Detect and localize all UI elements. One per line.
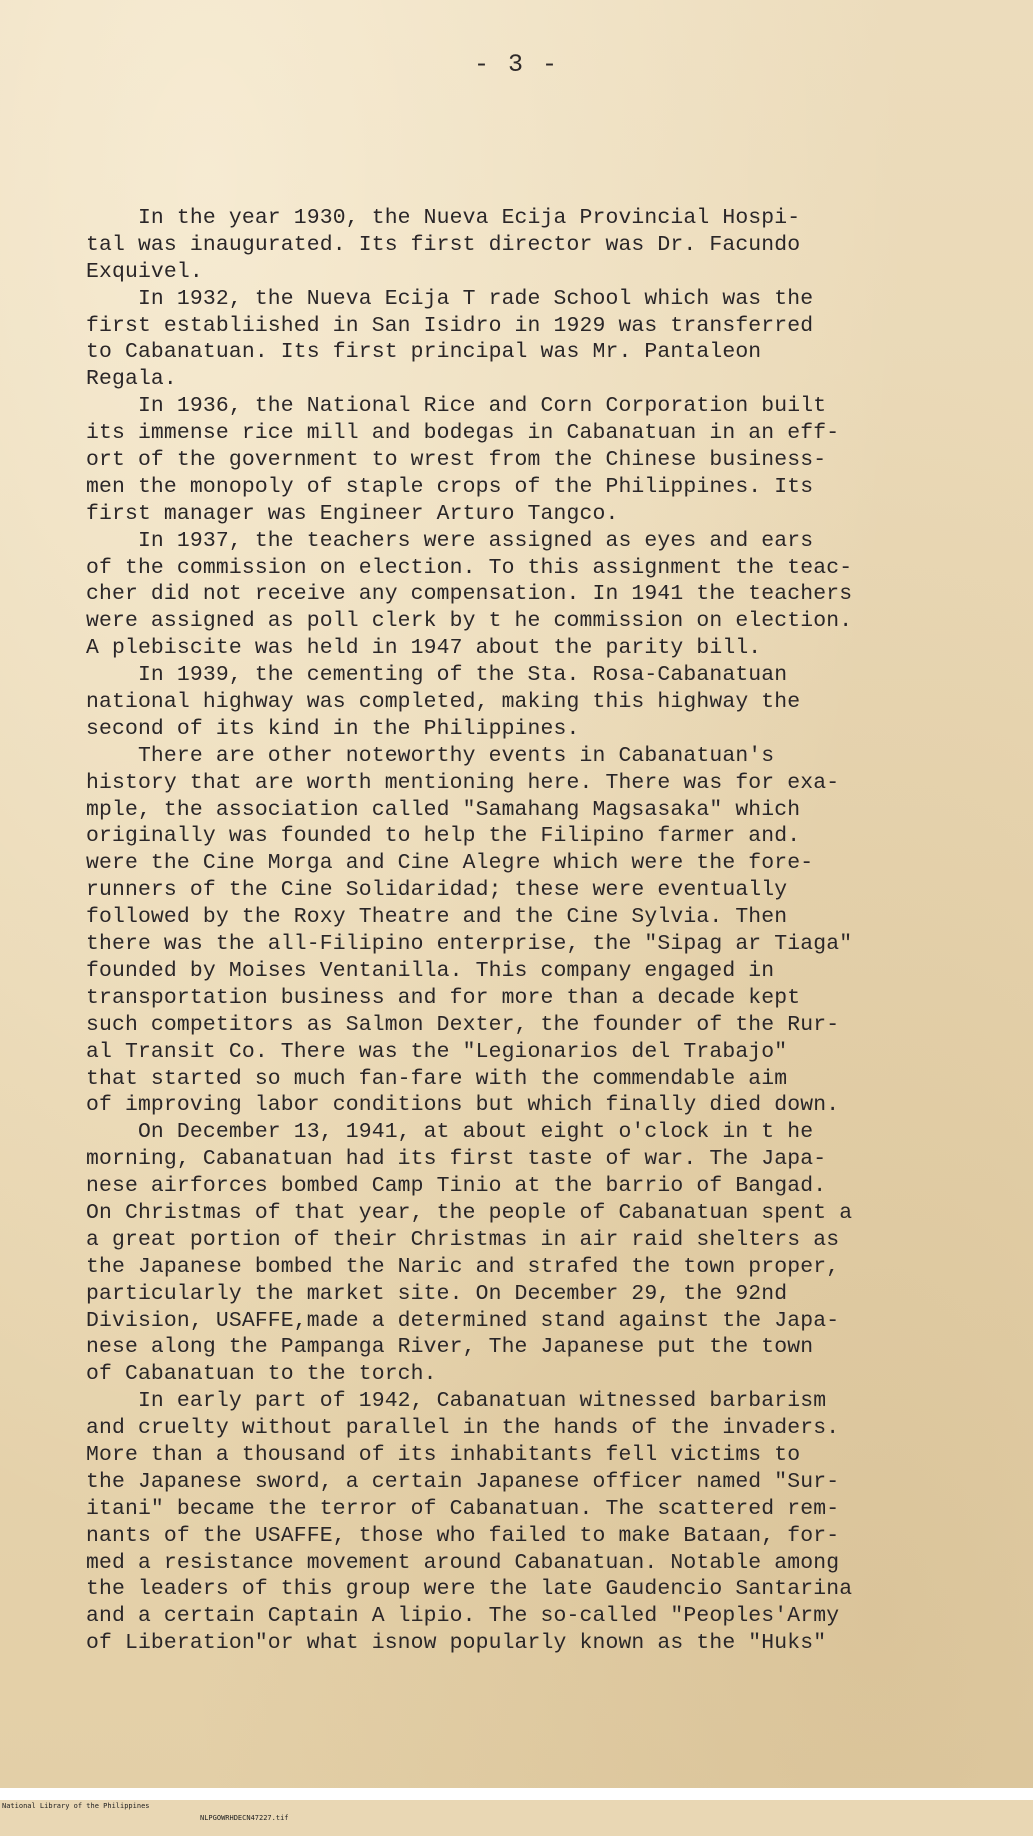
- text-line: Exquivel.: [86, 259, 203, 284]
- text-line: first manager was Engineer Arturo Tangco.: [86, 501, 619, 526]
- text-line: were the Cine Morga and Cine Alegre which were the fore-: [86, 851, 814, 876]
- text-line: a great portion of their Christmas in air raid shelters as: [86, 1227, 840, 1252]
- text-line: al Transit Co. There was the "Legionarios del Trabajo": [86, 1039, 788, 1064]
- text-line: men the monopoly of staple crops of the Philippines. Its: [86, 474, 814, 499]
- text-line: founded by Moises Ventanilla. This company engaged in: [86, 958, 775, 983]
- text-line: originally was founded to help the Filipino farmer and.: [86, 824, 801, 849]
- text-line: More than a thousand of its inhabitants fell victims to: [86, 1442, 801, 1467]
- text-line: that started so much fan-fare with the commendable aim: [86, 1066, 788, 1091]
- text-line: and a certain Captain A lipio. The so-called "Peoples'Army: [86, 1604, 840, 1629]
- text-line: nese airforces bombed Camp Tinio at the barrio of Bangad.: [86, 1174, 827, 1199]
- text-line: of Liberation"or what isnow popularly known as the "Huks": [86, 1631, 827, 1656]
- text-line: A plebiscite was held in 1947 about the parity bill.: [86, 636, 762, 661]
- text-line: history that are worth mentioning here. There was for exa-: [86, 770, 840, 795]
- text-line: In 1939, the cementing of the Sta. Rosa-Cabanatuan: [86, 663, 788, 688]
- typed-body-text: [86, 205, 1006, 1657]
- text-line: the Japanese sword, a certain Japanese officer named "Sur-: [86, 1469, 840, 1494]
- text-line: Division, USAFFE,made a determined stand against the Japa-: [86, 1308, 840, 1333]
- text-line: the leaders of this group were the late Gaudencio Santarina: [86, 1577, 853, 1602]
- text-line: its immense rice mill and bodegas in Cabanatuan in an eff-: [86, 421, 840, 446]
- text-line: nese along the Pampanga River, The Japanese put the town: [86, 1335, 814, 1360]
- text-line: Regala.: [86, 367, 177, 392]
- text-line: there was the all-Filipino enterprise, the "Sipag ar Tiaga": [86, 932, 853, 957]
- text-line: national highway was completed, making this highway the: [86, 690, 801, 715]
- text-line: In the year 1930, the Nueva Ecija Provincial Hospi-: [86, 206, 801, 230]
- text-line: the Japanese bombed the Naric and strafed the town proper,: [86, 1254, 840, 1279]
- text-line: followed by the Roxy Theatre and the Cine Sylvia. Then: [86, 905, 788, 930]
- text-line: nants of the USAFFE, those who failed to make Bataan, for-: [86, 1523, 840, 1548]
- text-line: In early part of 1942, Cabanatuan witnessed barbarism: [86, 1389, 827, 1414]
- footer-library-credit: National Library of the Philippines: [2, 1802, 150, 1810]
- text-line: On December 13, 1941, at about eight o'clock in t he: [86, 1120, 814, 1145]
- text-line: of Cabanatuan to the torch.: [86, 1362, 437, 1387]
- text-line: In 1937, the teachers were assigned as eyes and ears: [86, 528, 814, 553]
- text-line: cher did not receive any compensation. In 1941 the teachers: [86, 582, 853, 607]
- text-line: were assigned as poll clerk by t he commission on election.: [86, 609, 853, 634]
- text-line: transportation business and for more than a decade kept: [86, 985, 801, 1010]
- text-line: There are other noteworthy events in Cabanatuan's: [86, 743, 775, 768]
- text-line: second of its kind in the Philippines.: [86, 716, 580, 741]
- text-line: to Cabanatuan. Its first principal was Mr. Pantaleon: [86, 340, 762, 365]
- text-line: On Christmas of that year, the people of Cabanatuan spent a: [86, 1200, 853, 1225]
- text-line: of improving labor conditions but which finally died down.: [86, 1093, 840, 1118]
- text-line: and cruelty without parallel in the hands of the invaders.: [86, 1416, 840, 1441]
- text-line: In 1932, the Nueva Ecija T rade School which was the: [86, 286, 814, 311]
- text-line: ort of the government to wrest from the Chinese business-: [86, 448, 827, 473]
- footer-filename: NLPGOWRHDECN47227.tif: [200, 1814, 289, 1822]
- text-line: morning, Cabanatuan had its first taste of war. The Japa-: [86, 1147, 827, 1172]
- text-line: In 1936, the National Rice and Corn Corporation built: [86, 394, 827, 419]
- text-line: such competitors as Salmon Dexter, the founder of the Rur-: [86, 1012, 840, 1037]
- scan-footer: [0, 1788, 1033, 1822]
- text-line: runners of the Cine Solidaridad; these were eventually: [86, 878, 788, 903]
- text-line: particularly the market site. On December 29, the 92nd: [86, 1281, 788, 1306]
- text-line: tal was inaugurated. Its first director was Dr. Facundo: [86, 232, 801, 257]
- text-line: med a resistance movement around Cabanatuan. Notable among: [86, 1550, 840, 1575]
- text-line: first establiished in San Isidro in 1929 was transferred: [86, 313, 814, 338]
- text-line: mple, the association called "Samahang Magsasaka" which: [86, 797, 801, 822]
- text-line: itani" became the terror of Cabanatuan. The scattered rem-: [86, 1496, 840, 1521]
- text-line: of the commission on election. To this assignment the teac-: [86, 555, 853, 580]
- page-number: - 3 -: [473, 50, 559, 79]
